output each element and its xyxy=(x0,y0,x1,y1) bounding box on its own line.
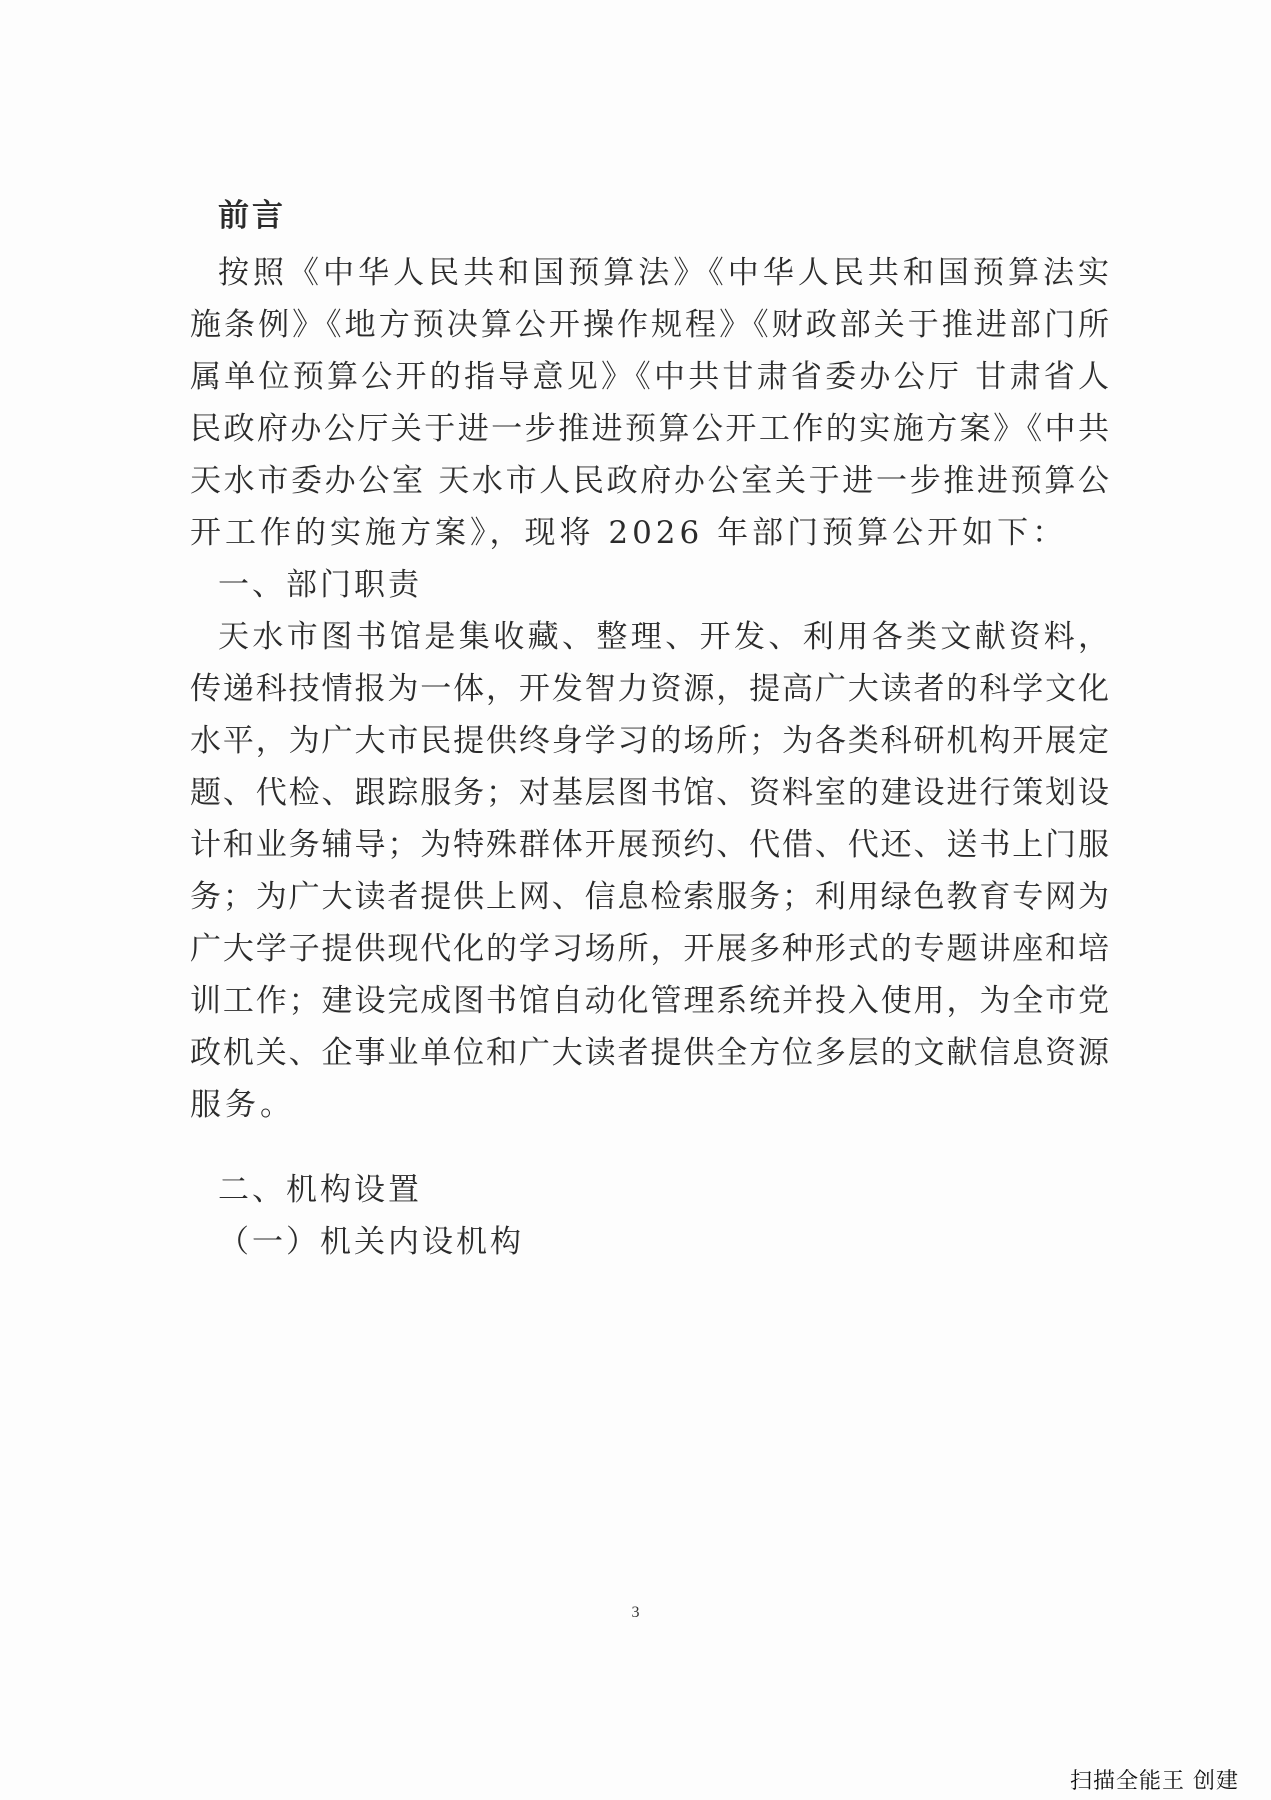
section1-title: 一、部门职责 xyxy=(218,567,422,603)
section1-line-4: 题、代检、跟踪服务；对基层图书馆、资料室的建设进行策划设 xyxy=(190,775,1110,811)
preface-line-2: 施条例》《地方预决算公开操作规程》《财政部关于推进部门所 xyxy=(190,307,1110,343)
section2-title: 二、机构设置 xyxy=(218,1172,422,1208)
preface-line-3: 属单位预算公开的指导意见》《中共甘肃省委办公厅 甘肃省人 xyxy=(190,359,1110,395)
preface-line-5: 天水市委办公室 天水市人民政府办公室关于进一步推进预算公 xyxy=(190,463,1110,499)
section1-line-3: 水平，为广大市民提供终身学习的场所；为各类科研机构开展定 xyxy=(190,723,1110,759)
section1-line-5: 计和业务辅导；为特殊群体开展预约、代借、代还、送书上门服 xyxy=(190,827,1110,863)
scanner-watermark: 扫描全能王 创建 xyxy=(1070,1769,1239,1794)
section1-line-2: 传递科技情报为一体，开发智力资源，提高广大读者的科学文化 xyxy=(190,671,1110,707)
preface-line-6: 开工作的实施方案》，现将 2026 年部门预算公开如下： xyxy=(190,515,1068,551)
preface-line-4: 民政府办公厅关于进一步推进预算公开工作的实施方案》《中共 xyxy=(190,411,1110,447)
section2-subtitle: （一）机关内设机构 xyxy=(218,1224,524,1260)
section1-line-9: 政机关、企事业单位和广大读者提供全方位多层的文献信息资源 xyxy=(190,1035,1110,1071)
preface-title: 前言 xyxy=(218,198,286,234)
section1-line-10: 服务。 xyxy=(190,1087,295,1123)
page-number: 3 xyxy=(631,1604,640,1621)
section1-line-8: 训工作；建设完成图书馆自动化管理系统并投入使用，为全市党 xyxy=(190,983,1110,1019)
preface-line-1: 按照《中华人民共和国预算法》《中华人民共和国预算法实 xyxy=(218,255,1110,291)
section1-line-1: 天水市图书馆是集收藏、整理、开发、利用各类文献资料， xyxy=(218,619,1110,655)
section1-line-6: 务；为广大读者提供上网、信息检索服务；利用绿色教育专网为 xyxy=(190,879,1110,915)
section1-line-7: 广大学子提供现代化的学习场所，开展多种形式的专题讲座和培 xyxy=(190,931,1110,967)
